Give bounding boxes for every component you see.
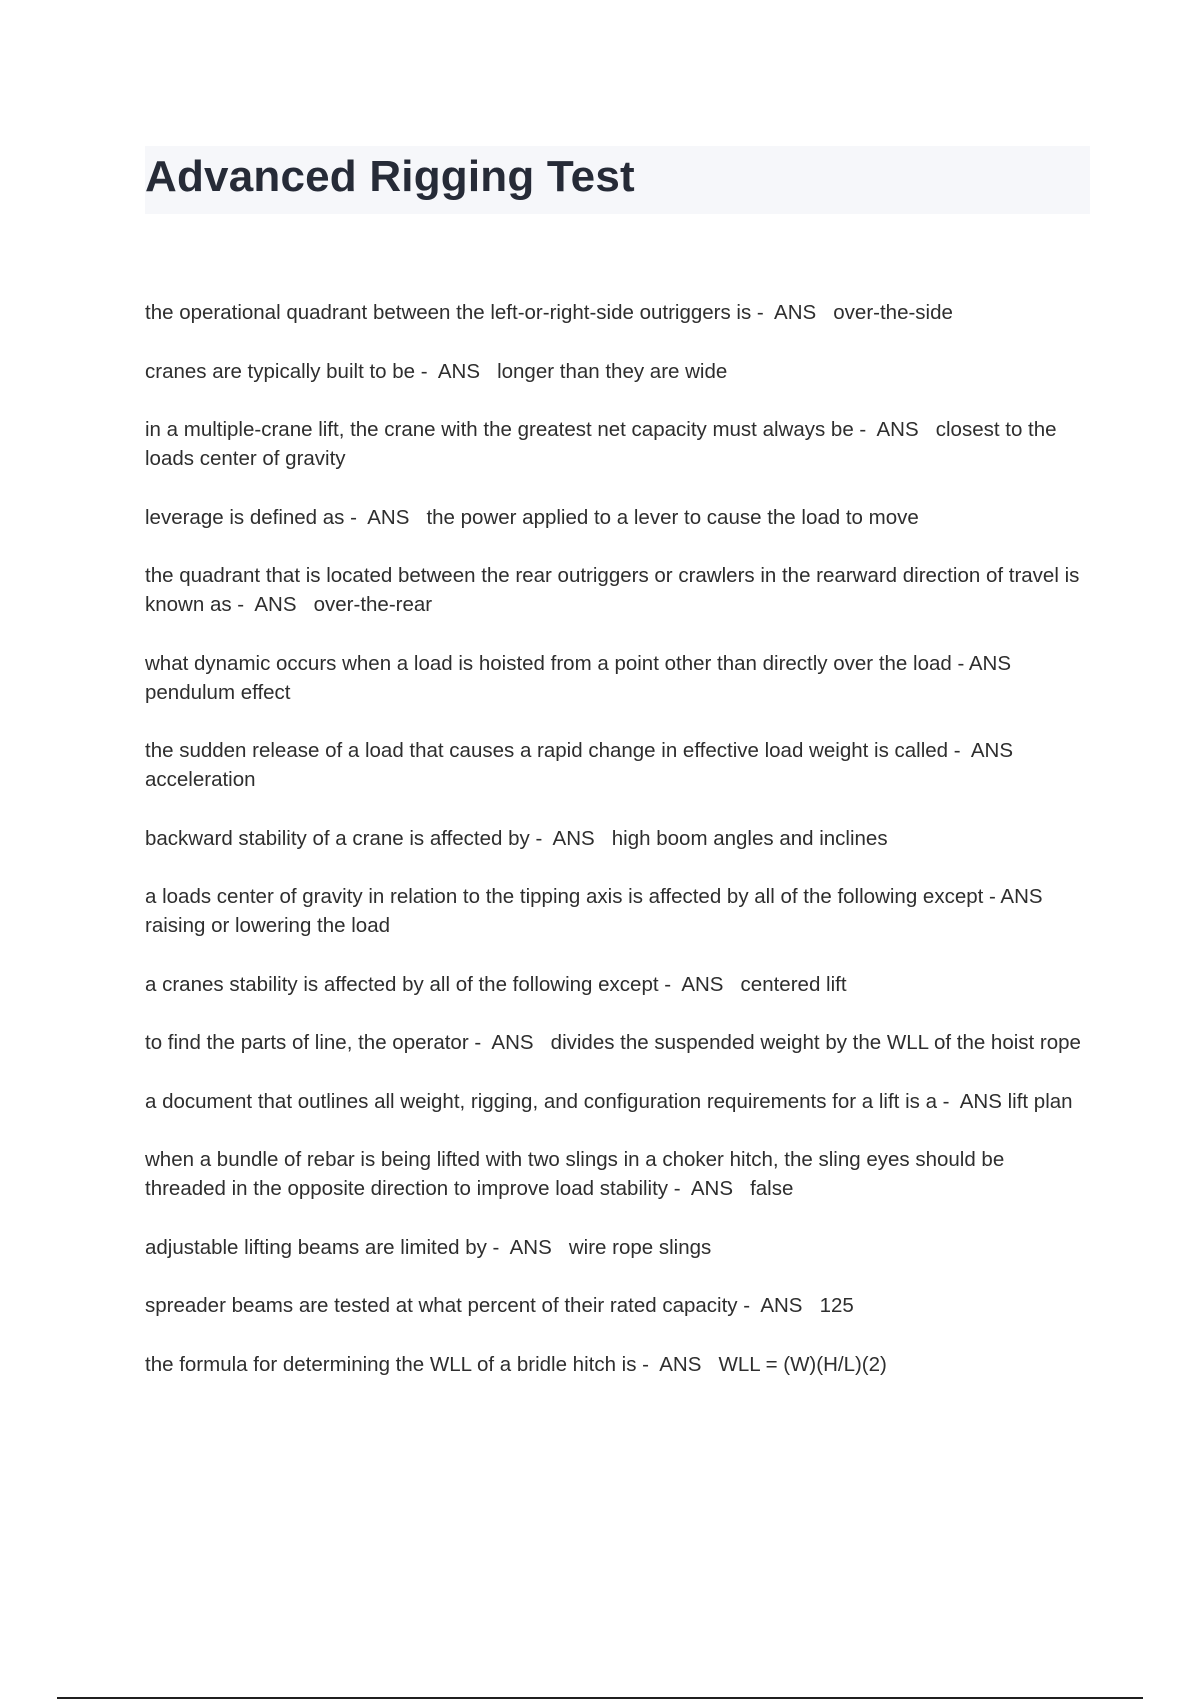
- qa-item: in a multiple-crane lift, the crane with the greatest net capacity must always be - ANS closest to the loads center of gravity: [145, 418, 1063, 470]
- title-block: [145, 146, 1090, 214]
- qa-item: a document that outlines all weight, rigging, and configuration requirements for a lift is a - ANS lift plan: [145, 1089, 1073, 1113]
- qa-item: the sudden release of a load that causes a rapid change in effective load weight is called - ANS acceleration: [145, 739, 1019, 791]
- qa-item: the operational quadrant between the left-or-right-side outriggers is - ANS over-the-side: [145, 301, 953, 324]
- qa-item: cranes are typically built to be - ANS longer than they are wide: [145, 359, 728, 383]
- qa-item: leverage is defined as - ANS the power applied to a lever to cause the load to move: [145, 505, 919, 529]
- question-list: [145, 298, 1090, 1408]
- qa-item: adjustable lifting beams are limited by - ANS wire rope slings: [145, 1235, 712, 1259]
- qa-item: when a bundle of rebar is being lifted with two slings in a choker hitch, the sling eyes should be threaded in the opposite direction to improve load stability - ANS false: [145, 1148, 1010, 1200]
- qa-item: the formula for determining the WLL of a bridle hitch is - ANS WLL = (W)(H/L)(2): [145, 1352, 887, 1376]
- qa-item: what dynamic occurs when a load is hoisted from a point other than directly over the load - ANS pendulum effect: [145, 651, 1029, 704]
- qa-item: backward stability of a crane is affected by - ANS high boom angles and inclines: [145, 826, 888, 850]
- qa-item: a loads center of gravity in relation to the tipping axis is affected by all of the following except - ANS raising or lowering the load: [145, 885, 1060, 937]
- qa-item: a cranes stability is affected by all of the following except - ANS centered lift: [145, 972, 847, 996]
- footer-divider: [57, 1697, 1143, 1699]
- qa-item: to find the parts of line, the operator - ANS divides the suspended weight by the WLL of the hoist rope: [145, 1031, 1081, 1054]
- qa-item: the quadrant that is located between the rear outriggers or crawlers in the rearward direction of travel is known as - ANS over-the-rear: [145, 564, 1086, 616]
- page-title: Advanced Rigging Test: [145, 152, 635, 201]
- qa-item: spreader beams are tested at what percent of their rated capacity - ANS 125: [145, 1294, 854, 1317]
